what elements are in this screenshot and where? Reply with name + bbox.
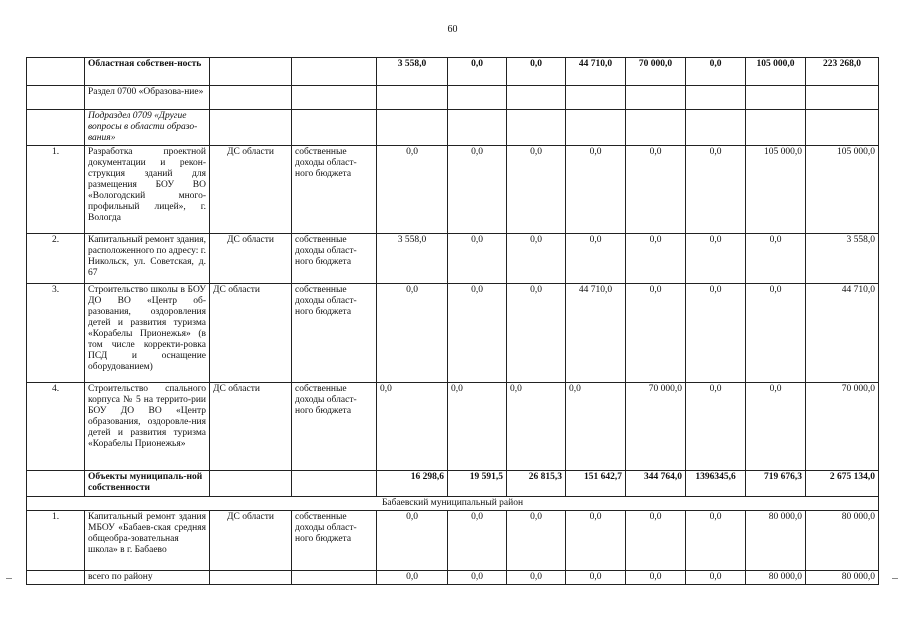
row-name-cell: Областная собствен-ность [85, 58, 210, 86]
row-number: 2. [27, 234, 85, 284]
section-title: Раздел 0700 «Образова-ние» [85, 86, 210, 110]
value-cell: 105 000,0 [746, 58, 806, 86]
value-cell: 0,0 [507, 58, 566, 86]
row-number: 4. [27, 383, 85, 471]
value-cell: 0,0 [566, 383, 626, 471]
row-name-cell: всего по району [85, 571, 210, 585]
source-cell [292, 58, 377, 86]
customer-cell [210, 58, 292, 86]
value-cell: 0,0 [626, 571, 686, 585]
customer-cell: ДС области [210, 511, 292, 571]
value-cell: 0,0 [377, 284, 448, 383]
value-cell: 0,0 [507, 234, 566, 284]
value-cell: 0,0 [686, 58, 746, 86]
value-cell: 0,0 [626, 146, 686, 234]
value-cell: 0,0 [626, 511, 686, 571]
district-header: Бабаевский муниципальный район [27, 497, 879, 511]
source-cell: собственные доходы област-ного бюджета [292, 383, 377, 471]
scan-mark [892, 578, 898, 579]
value-cell: 0,0 [686, 383, 746, 471]
value-cell: 19 591,5 [448, 471, 507, 497]
value-cell: 0,0 [686, 511, 746, 571]
table-row [27, 571, 879, 585]
value-cell: 80 000,0 [806, 571, 879, 585]
table-row [27, 383, 879, 471]
table-row [27, 86, 879, 110]
value-cell: 0,0 [377, 383, 448, 471]
row-number: 1. [27, 511, 85, 571]
row-number: 3. [27, 284, 85, 383]
value-cell: 70 000,0 [626, 383, 686, 471]
value-cell: 2 675 134,0 [806, 471, 879, 497]
table-row [27, 58, 879, 86]
customer-cell: ДС области [210, 146, 292, 234]
value-cell: 0,0 [507, 571, 566, 585]
value-cell: 0,0 [377, 511, 448, 571]
value-cell: 0,0 [746, 383, 806, 471]
object-name: Строительство спального корпуса № 5 на террито-рии БОУ ДО ВО «Центр образования, оздоровле-ния детей и развития туризма «Корабелы Прионежья» [85, 383, 210, 471]
source-cell: собственные доходы област-ного бюджета [292, 234, 377, 284]
table-row [27, 497, 879, 511]
value-cell: 26 815,3 [507, 471, 566, 497]
subsection-title: Подраздел 0709 «Другие вопросы в области образо-вания» [85, 110, 210, 146]
value-cell: 16 298,6 [377, 471, 448, 497]
table-row [27, 511, 879, 571]
value-cell: 0,0 [686, 284, 746, 383]
value-cell: 3 558,0 [377, 58, 448, 86]
value-cell: 0,0 [626, 234, 686, 284]
value-cell: 344 764,0 [626, 471, 686, 497]
value-cell: 80 000,0 [806, 511, 879, 571]
value-cell: 70 000,0 [806, 383, 879, 471]
source-cell: собственные доходы област-ного бюджета [292, 511, 377, 571]
value-cell: 0,0 [507, 284, 566, 383]
value-cell: 0,0 [746, 284, 806, 383]
source-cell: собственные доходы област-ного бюджета [292, 284, 377, 383]
value-cell: 0,0 [626, 284, 686, 383]
value-cell: 0,0 [686, 234, 746, 284]
object-name: Строительство школы в БОУ ДО ВО «Центр об-разования, оздоровления детей и развития туризма «Корабелы Прионежья» (в том числе корректи-ровка ПСД и оснащение оборудованием) [85, 284, 210, 383]
object-name: Разработка проектной документации и рекон-струкция зданий для размещения БОУ ВО «Вологодский много-профильный лицей», г. Вологда [85, 146, 210, 234]
table-row [27, 284, 879, 383]
value-cell: 44 710,0 [566, 284, 626, 383]
value-cell: 0,0 [746, 234, 806, 284]
value-cell: 0,0 [448, 383, 507, 471]
value-cell: 0,0 [566, 234, 626, 284]
row-number-cell [27, 58, 85, 86]
value-cell: 0,0 [448, 58, 507, 86]
customer-cell: ДС области [210, 284, 292, 383]
value-cell: 80 000,0 [746, 571, 806, 585]
value-cell: 223 268,0 [806, 58, 879, 86]
value-cell: 0,0 [448, 284, 507, 383]
value-cell: 0,0 [566, 571, 626, 585]
source-cell: собственные доходы област-ного бюджета [292, 146, 377, 234]
value-cell: 0,0 [507, 383, 566, 471]
value-cell: 0,0 [566, 511, 626, 571]
scan-mark [6, 578, 12, 579]
table-row [27, 146, 879, 234]
value-cell: 0,0 [448, 146, 507, 234]
value-cell: 80 000,0 [746, 511, 806, 571]
value-cell: 44 710,0 [566, 58, 626, 86]
budget-table [26, 57, 879, 585]
value-cell: 0,0 [507, 511, 566, 571]
customer-cell: ДС области [210, 383, 292, 471]
page-number: 60 [447, 24, 458, 35]
value-cell: 0,0 [448, 571, 507, 585]
row-number: 1. [27, 146, 85, 234]
value-cell: 0,0 [686, 146, 746, 234]
table-row [27, 234, 879, 284]
value-cell: 0,0 [377, 146, 448, 234]
object-name: Капитальный ремонт здания, расположенного по адресу: г. Никольск, ул. Советская, д. 67 [85, 234, 210, 284]
table-row [27, 110, 879, 146]
value-cell: 0,0 [448, 511, 507, 571]
value-cell: 0,0 [377, 571, 448, 585]
value-cell: 70 000,0 [626, 58, 686, 86]
value-cell: 0,0 [566, 146, 626, 234]
table-row [27, 471, 879, 497]
object-name: Капитальный ремонт здания МБОУ «Бабаев-ская средняя общеобра-зовательная школа» в г. Бабаево [85, 511, 210, 571]
value-cell: 44 710,0 [806, 284, 879, 383]
value-cell: 105 000,0 [806, 146, 879, 234]
row-name-cell: Объекты муниципаль-ной собственности [85, 471, 210, 497]
value-cell: 719 676,3 [746, 471, 806, 497]
value-cell: 3 558,0 [377, 234, 448, 284]
value-cell: 3 558,0 [806, 234, 879, 284]
value-cell: 0,0 [507, 146, 566, 234]
value-cell: 0,0 [448, 234, 507, 284]
value-cell: 0,0 [686, 571, 746, 585]
value-cell: 105 000,0 [746, 146, 806, 234]
customer-cell: ДС области [210, 234, 292, 284]
value-cell: 1396345,6 [686, 471, 746, 497]
value-cell: 151 642,7 [566, 471, 626, 497]
